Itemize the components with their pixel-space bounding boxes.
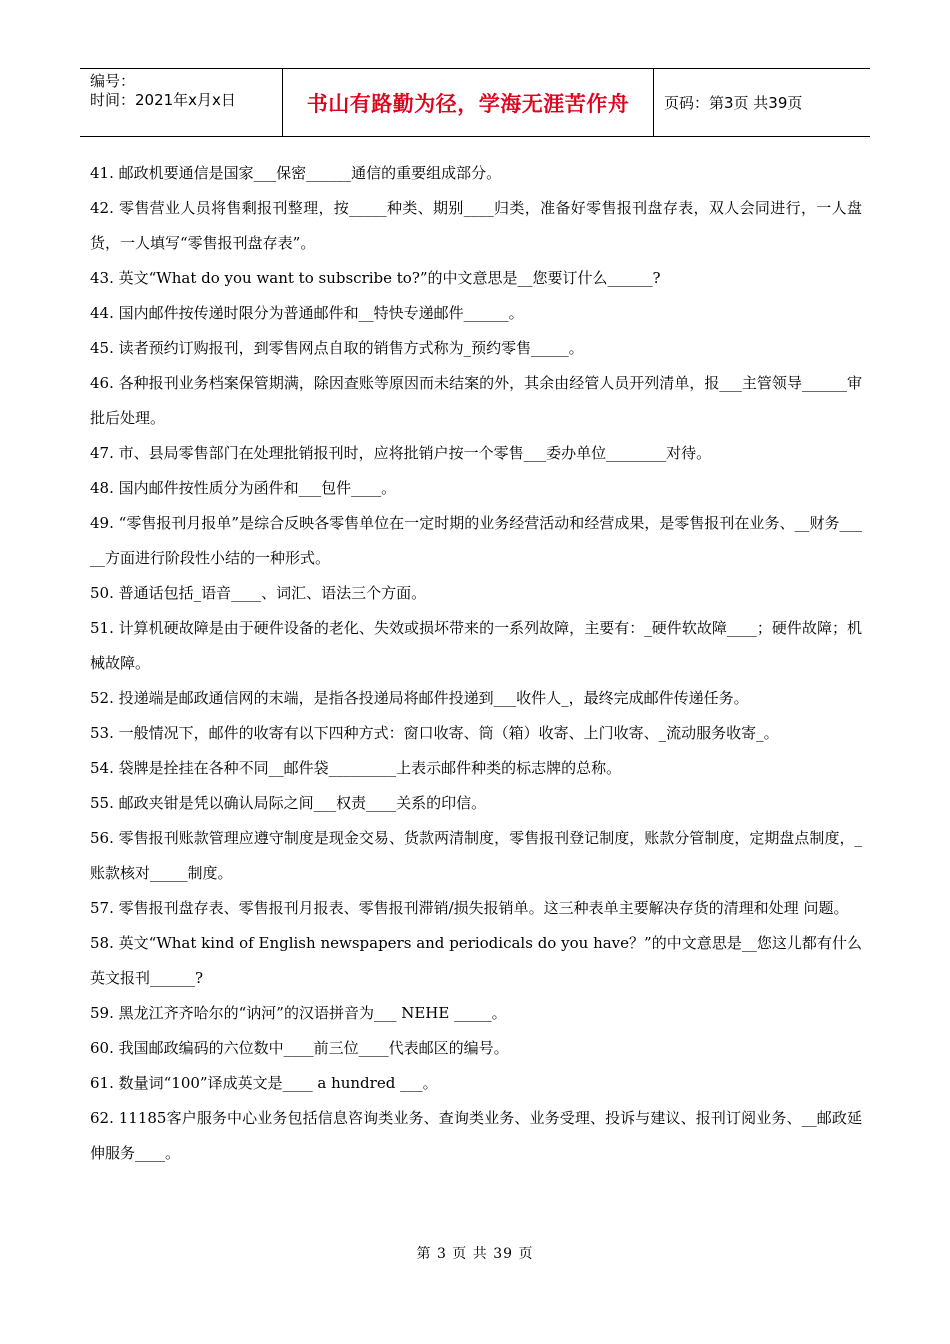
page-footer: 第 3 页 共 39 页 (416, 1246, 534, 1262)
question-item: 48. 国内邮件按性质分为函件和___包件____。 (90, 479, 397, 497)
question-item: 44. 国内邮件按传递时限分为普通邮件和__特快专递邮件______。 (90, 304, 524, 322)
question-item: 54. 袋牌是拴挂在各种不同__邮件袋_________上表示邮件种类的标志牌的总称。 (90, 759, 622, 777)
question-item: 41. 邮政机要通信是国家___保密______通信的重要组成部分。 (90, 164, 502, 182)
question-item: 43. 英文“What do you want to subscribe to?”的中文意思是__您要订什么______? (90, 269, 661, 287)
question-item: 53. 一般情况下，邮件的收寄有以下四种方式：窗口收寄、筒（箱）收寄、上门收寄、_流动服务收寄_。 (90, 724, 779, 742)
question-item: 59. 黑龙江齐齐哈尔的“讷河”的汉语拼音为___ NEHE _____。 (90, 1004, 507, 1022)
question-item: 42. 零售营业人员将售剩报刊整理，按_____种类、期别____归类，准备好零售报刊盘存表，双人会同进行，一人盘货，一人填写“零售报刊盘存表”。 (90, 199, 862, 252)
question-item: 58. 英文“What kind of English newspapers and periodicals do you have？”的中文意思是__您这儿都有什么英文报刊______? (90, 934, 862, 987)
question-item: 52. 投递端是邮政通信网的末端，是指各投递局将邮件投递到___收件人_，最终完成邮件传递任务。 (90, 689, 749, 707)
page-header (80, 68, 870, 137)
header-page-indicator: 页码：第3页 共39页 (664, 94, 803, 112)
question-item: 62. 11185客户服务中心业务包括信息咨询类业务、查询类业务、业务受理、投诉与建议、报刊订阅业务、__邮政延伸服务____。 (90, 1109, 862, 1162)
question-item: 47. 市、县局零售部门在处理批销报刊时，应将批销户按一个零售___委办单位________对待。 (90, 444, 712, 462)
question-item: 55. 邮政夹钳是凭以确认局际之间___权责____关系的印信。 (90, 794, 487, 812)
question-item: 46. 各种报刊业务档案保管期满，除因查账等原因而未结案的外，其余由经管人员开列清单，报___主管领导______审批后处理。 (90, 374, 862, 427)
question-item: 45. 读者预约订购报刊，到零售网点自取的销售方式称为_预约零售_____。 (90, 339, 584, 357)
header-motto: 书山有路勤为径，学海无涯苦作舟 (282, 69, 654, 136)
question-item: 57. 零售报刊盘存表、零售报刊月报表、零售报刊滞销/损失报销单。这三种表单主要解决存货的清理和处理 问题。 (90, 899, 849, 917)
question-list (90, 156, 862, 1171)
document-number-label: 编号： (90, 72, 136, 90)
question-item: 49. “零售报刊月报单”是综合反映各零售单位在一定时期的业务经营活动和经营成果，是零售报刊在业务、__财务_____方面进行阶段性小结的一种形式。 (90, 514, 862, 567)
header-meta (80, 69, 282, 136)
question-item: 50. 普通话包括_语音____、词汇、语法三个方面。 (90, 584, 427, 602)
question-item: 61. 数量词“100”译成英文是____ a hundred ___。 (90, 1074, 438, 1092)
question-item: 51. 计算机硬故障是由于硬件设备的老化、失效或损坏带来的一系列故障，主要有：_硬件软故障____；硬件故障；机械故障。 (90, 619, 862, 672)
question-item: 60. 我国邮政编码的六位数中____前三位____代表邮区的编号。 (90, 1039, 509, 1057)
document-date-label: 时间：2021年x月x日 (90, 91, 236, 109)
question-item: 56. 零售报刊账款管理应遵守制度是现金交易、货款两清制度，零售报刊登记制度，账款分管制度，定期盘点制度，_账款核对_____制度。 (90, 829, 862, 882)
